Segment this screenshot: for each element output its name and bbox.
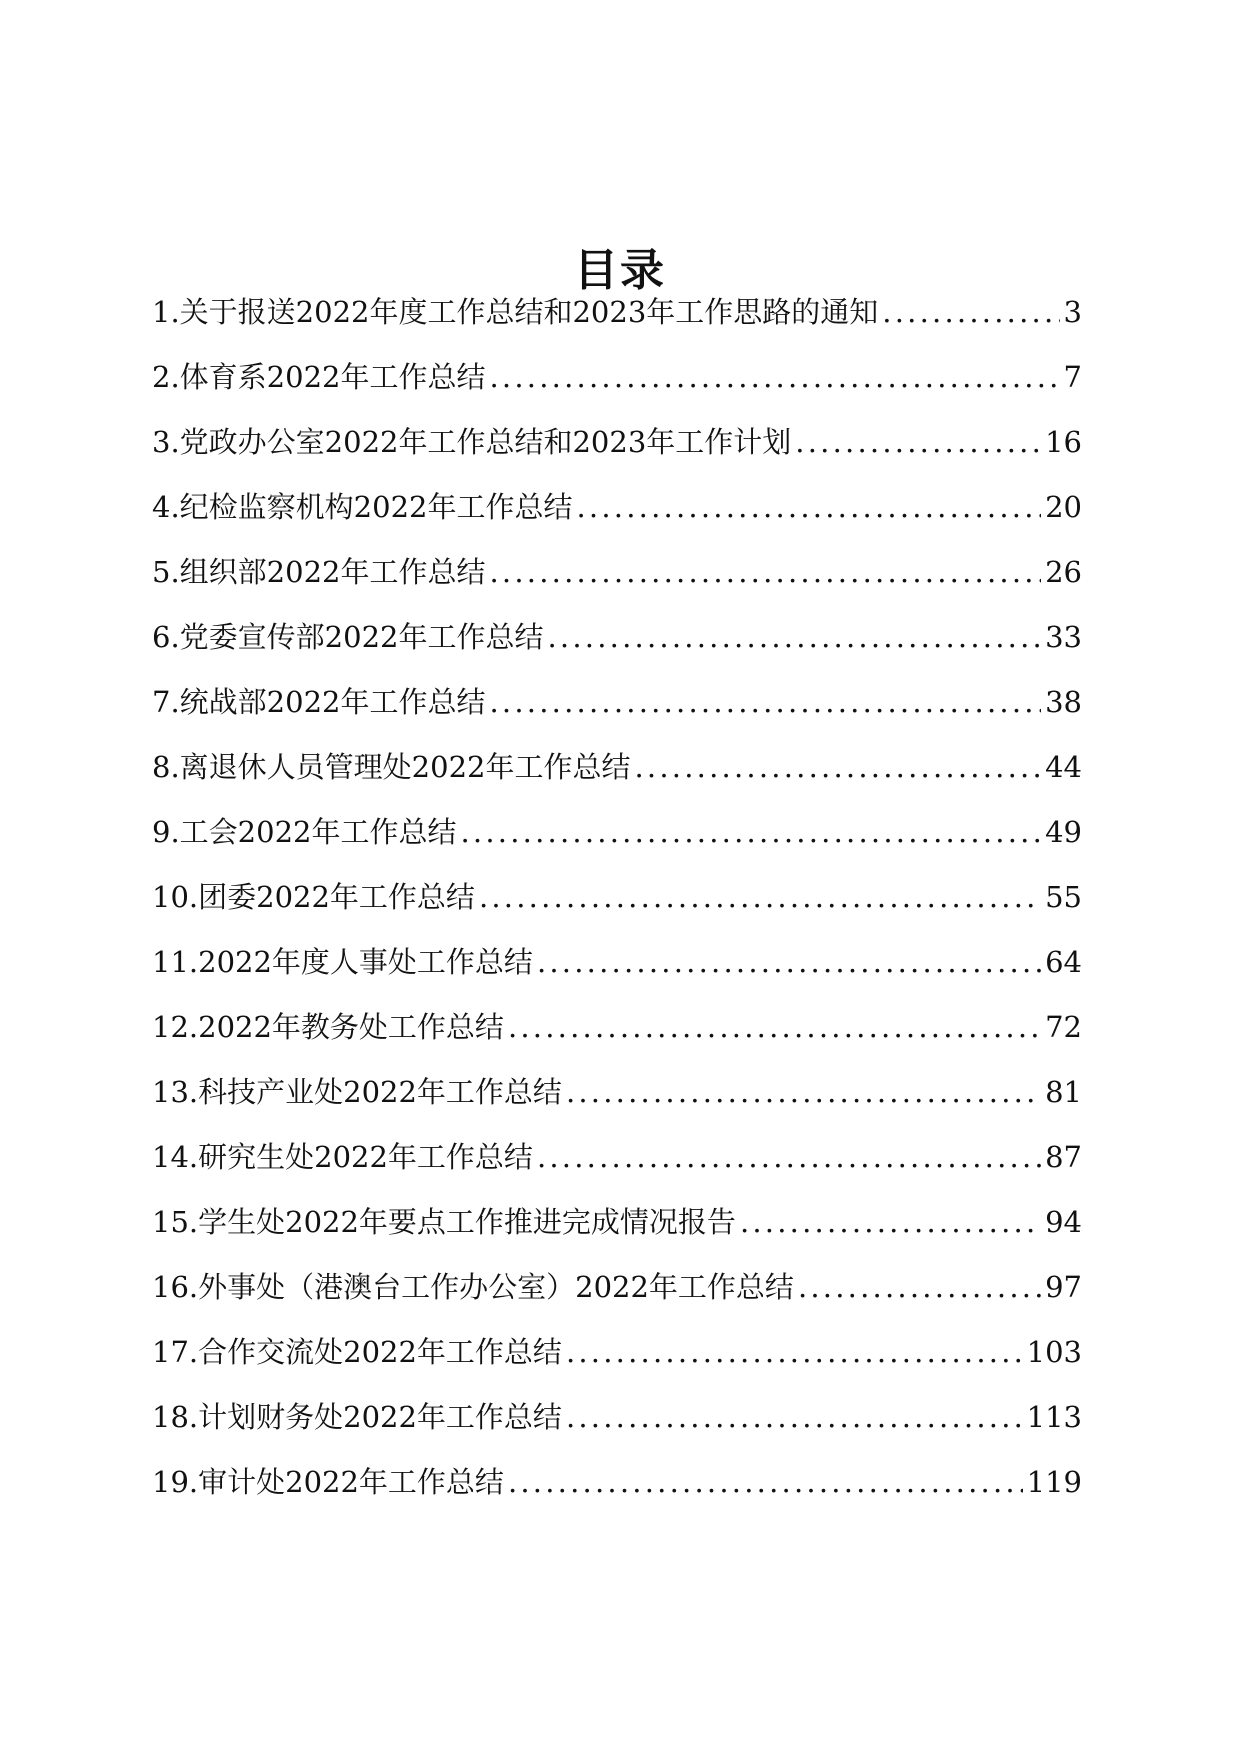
- toc-entry-page: 38: [1045, 685, 1082, 719]
- toc-entry-page: 16: [1045, 425, 1082, 459]
- toc-entry-page: 72: [1045, 1010, 1082, 1044]
- toc-entry-number: 10.: [152, 880, 199, 914]
- toc-entry-title[interactable]: 团委2022年工作总结: [198, 880, 475, 914]
- toc-entry[interactable]: [152, 540, 1082, 605]
- toc-entry-title[interactable]: 关于报送2022年度工作总结和2023年工作思路的通知: [179, 295, 879, 329]
- toc-entry-title[interactable]: 2022年教务处工作总结: [198, 1010, 504, 1044]
- toc-entry[interactable]: [152, 995, 1082, 1060]
- toc-entry-number: 7.: [152, 685, 180, 719]
- toc-entry[interactable]: [152, 1255, 1082, 1320]
- toc-dot-leader: [537, 930, 1041, 995]
- toc-entry-title[interactable]: 学生处2022年要点工作推进完成情况报告: [198, 1205, 736, 1239]
- toc-entry-page: 44: [1045, 750, 1082, 784]
- toc-dot-leader: [882, 280, 1059, 345]
- toc-entry-page: 49: [1045, 815, 1082, 849]
- toc-entry-page: 103: [1026, 1335, 1082, 1369]
- toc-entry[interactable]: [152, 1385, 1082, 1450]
- toc-entry-title[interactable]: 计划财务处2022年工作总结: [198, 1400, 562, 1434]
- toc-entry-title[interactable]: 工会2022年工作总结: [179, 815, 457, 849]
- toc-entry-title[interactable]: 科技产业处2022年工作总结: [198, 1075, 562, 1109]
- toc-dot-leader: [566, 1385, 1023, 1450]
- toc-entry[interactable]: [152, 1125, 1082, 1190]
- toc-entry-title[interactable]: 党政办公室2022年工作总结和2023年工作计划: [179, 425, 792, 459]
- toc-entry-number: 1.: [152, 295, 180, 329]
- toc-dot-leader: [740, 1190, 1041, 1255]
- toc-entry-title[interactable]: 离退休人员管理处2022年工作总结: [179, 750, 631, 784]
- toc-entry-number: 15.: [152, 1205, 199, 1239]
- toc-entry-title[interactable]: 统战部2022年工作总结: [179, 685, 486, 719]
- toc-entry-number: 2.: [152, 360, 180, 394]
- toc-dot-leader: [566, 1060, 1041, 1125]
- toc-entry-title[interactable]: 体育系2022年工作总结: [179, 360, 486, 394]
- toc-entry[interactable]: [152, 670, 1082, 735]
- toc-entry[interactable]: [152, 735, 1082, 800]
- toc-entry-number: 6.: [152, 620, 180, 654]
- toc-entry-number: 12.: [152, 1010, 199, 1044]
- toc-entry-page: 97: [1045, 1270, 1082, 1304]
- toc-entry-number: 8.: [152, 750, 180, 784]
- toc-entry-number: 13.: [152, 1075, 199, 1109]
- toc-dot-leader: [537, 1125, 1041, 1190]
- toc-entry-number: 11.: [152, 945, 199, 979]
- toc-entry[interactable]: [152, 280, 1082, 345]
- toc-entry-page: 64: [1045, 945, 1082, 979]
- toc-entry-page: 87: [1045, 1140, 1082, 1174]
- toc-entry-title[interactable]: 审计处2022年工作总结: [198, 1465, 504, 1499]
- toc-entry-page: 113: [1026, 1400, 1082, 1434]
- toc-entry[interactable]: [152, 345, 1082, 410]
- toc-entry-number: 17.: [152, 1335, 199, 1369]
- toc-entry[interactable]: [152, 1450, 1082, 1515]
- toc-entry-title[interactable]: 2022年度人事处工作总结: [198, 945, 533, 979]
- toc-entry-title[interactable]: 研究生处2022年工作总结: [198, 1140, 533, 1174]
- toc-entry-number: 5.: [152, 555, 180, 589]
- toc-dot-leader: [489, 345, 1059, 410]
- toc-entry-number: 9.: [152, 815, 180, 849]
- toc-entry-number: 14.: [152, 1140, 199, 1174]
- toc-entry[interactable]: [152, 800, 1082, 865]
- toc-entry-page: 94: [1045, 1205, 1082, 1239]
- toc-dot-leader: [489, 670, 1041, 735]
- toc-entry-number: 4.: [152, 490, 180, 524]
- toc-entry-number: 3.: [152, 425, 180, 459]
- toc-entry-title[interactable]: 组织部2022年工作总结: [179, 555, 486, 589]
- toc-dot-leader: [479, 865, 1041, 930]
- toc-entry-title[interactable]: 合作交流处2022年工作总结: [198, 1335, 562, 1369]
- toc-dot-leader: [460, 800, 1041, 865]
- toc-entry-page: 7: [1063, 360, 1082, 394]
- toc-dot-leader: [795, 410, 1041, 475]
- toc-title: 目录: [574, 245, 666, 297]
- toc-dot-leader: [489, 540, 1041, 605]
- toc-entry-title[interactable]: 党委宣传部2022年工作总结: [179, 620, 544, 654]
- toc-entry-page: 26: [1045, 555, 1082, 589]
- toc-entry-number: 16.: [152, 1270, 199, 1304]
- toc-dot-leader: [547, 605, 1041, 670]
- toc-entry[interactable]: [152, 930, 1082, 995]
- toc-entry-number: 18.: [152, 1400, 199, 1434]
- toc-entry-page: 3: [1063, 295, 1082, 329]
- toc-entry-title[interactable]: 纪检监察机构2022年工作总结: [179, 490, 573, 524]
- toc-entry-page: 55: [1045, 880, 1082, 914]
- toc-entry[interactable]: [152, 865, 1082, 930]
- toc-entry[interactable]: [152, 1320, 1082, 1385]
- toc-entry-page: 119: [1026, 1465, 1082, 1499]
- toc-entry-title[interactable]: 外事处（港澳台工作办公室）2022年工作总结: [198, 1270, 794, 1304]
- toc-dot-leader: [566, 1320, 1023, 1385]
- toc-entry[interactable]: [152, 605, 1082, 670]
- toc-entry[interactable]: [152, 1060, 1082, 1125]
- toc-entry-page: 20: [1045, 490, 1082, 524]
- toc-dot-leader: [798, 1255, 1041, 1320]
- toc-dot-leader: [508, 1450, 1023, 1515]
- toc-entry[interactable]: [152, 1190, 1082, 1255]
- toc-entry[interactable]: [152, 475, 1082, 540]
- toc-entry[interactable]: [152, 410, 1082, 475]
- toc-dot-leader: [576, 475, 1041, 540]
- toc-list: [152, 280, 1082, 1515]
- toc-entry-number: 19.: [152, 1465, 199, 1499]
- toc-dot-leader: [634, 735, 1041, 800]
- toc-dot-leader: [508, 995, 1041, 1060]
- toc-entry-page: 33: [1045, 620, 1082, 654]
- toc-entry-page: 81: [1045, 1075, 1082, 1109]
